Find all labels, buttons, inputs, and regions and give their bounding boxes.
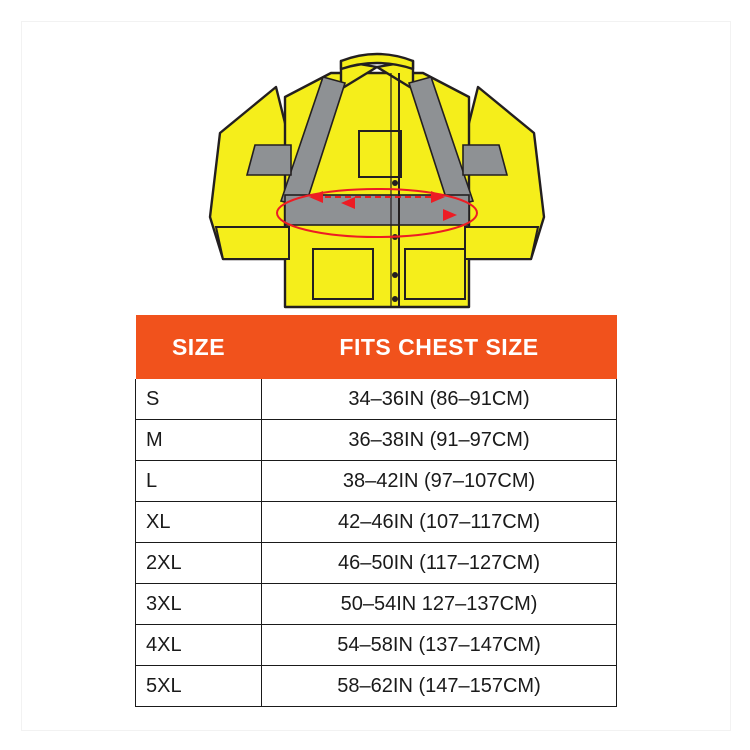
chest-pocket xyxy=(359,131,401,177)
cell-size: 5XL xyxy=(136,666,262,707)
cell-size: 2XL xyxy=(136,543,262,584)
cell-chest: 54–58IN (137–147CM) xyxy=(262,625,617,666)
cell-chest: 42–46IN (107–117CM) xyxy=(262,502,617,543)
table-row xyxy=(136,461,617,502)
table-row xyxy=(136,625,617,666)
cell-size: 4XL xyxy=(136,625,262,666)
left-lower-pocket xyxy=(313,249,373,299)
header-size: SIZE xyxy=(136,315,262,379)
cell-size: XL xyxy=(136,502,262,543)
left-cuff xyxy=(216,227,289,259)
jacket-svg xyxy=(23,37,729,317)
right-lower-pocket xyxy=(405,249,465,299)
jacket-illustration xyxy=(23,37,729,317)
cell-chest: 36–38IN (91–97CM) xyxy=(262,420,617,461)
table-row xyxy=(136,502,617,543)
cell-chest: 46–50IN (117–127CM) xyxy=(262,543,617,584)
size-table-head xyxy=(136,315,617,379)
size-table xyxy=(135,315,617,707)
right-cuff xyxy=(465,227,538,259)
cell-chest: 58–62IN (147–157CM) xyxy=(262,666,617,707)
cell-size: M xyxy=(136,420,262,461)
snap-button-3 xyxy=(392,272,398,278)
table-row xyxy=(136,584,617,625)
cell-chest: 38–42IN (97–107CM) xyxy=(262,461,617,502)
cell-size: L xyxy=(136,461,262,502)
header-chest: FITS CHEST SIZE xyxy=(262,315,617,379)
table-row xyxy=(136,666,617,707)
snap-button-1 xyxy=(392,180,398,186)
table-row xyxy=(136,379,617,420)
cell-chest: 34–36IN (86–91CM) xyxy=(262,379,617,420)
size-table-body xyxy=(136,379,617,707)
cell-chest: 50–54IN 127–137CM) xyxy=(262,584,617,625)
table-header-row xyxy=(136,315,617,379)
size-table-wrap xyxy=(135,315,617,707)
cell-size: S xyxy=(136,379,262,420)
right-sleeve-tape xyxy=(463,145,507,175)
torso-tape xyxy=(285,195,469,225)
left-sleeve-tape xyxy=(247,145,291,175)
snap-button-4 xyxy=(392,296,398,302)
table-row xyxy=(136,420,617,461)
size-chart-card xyxy=(22,22,730,730)
table-row xyxy=(136,543,617,584)
cell-size: 3XL xyxy=(136,584,262,625)
